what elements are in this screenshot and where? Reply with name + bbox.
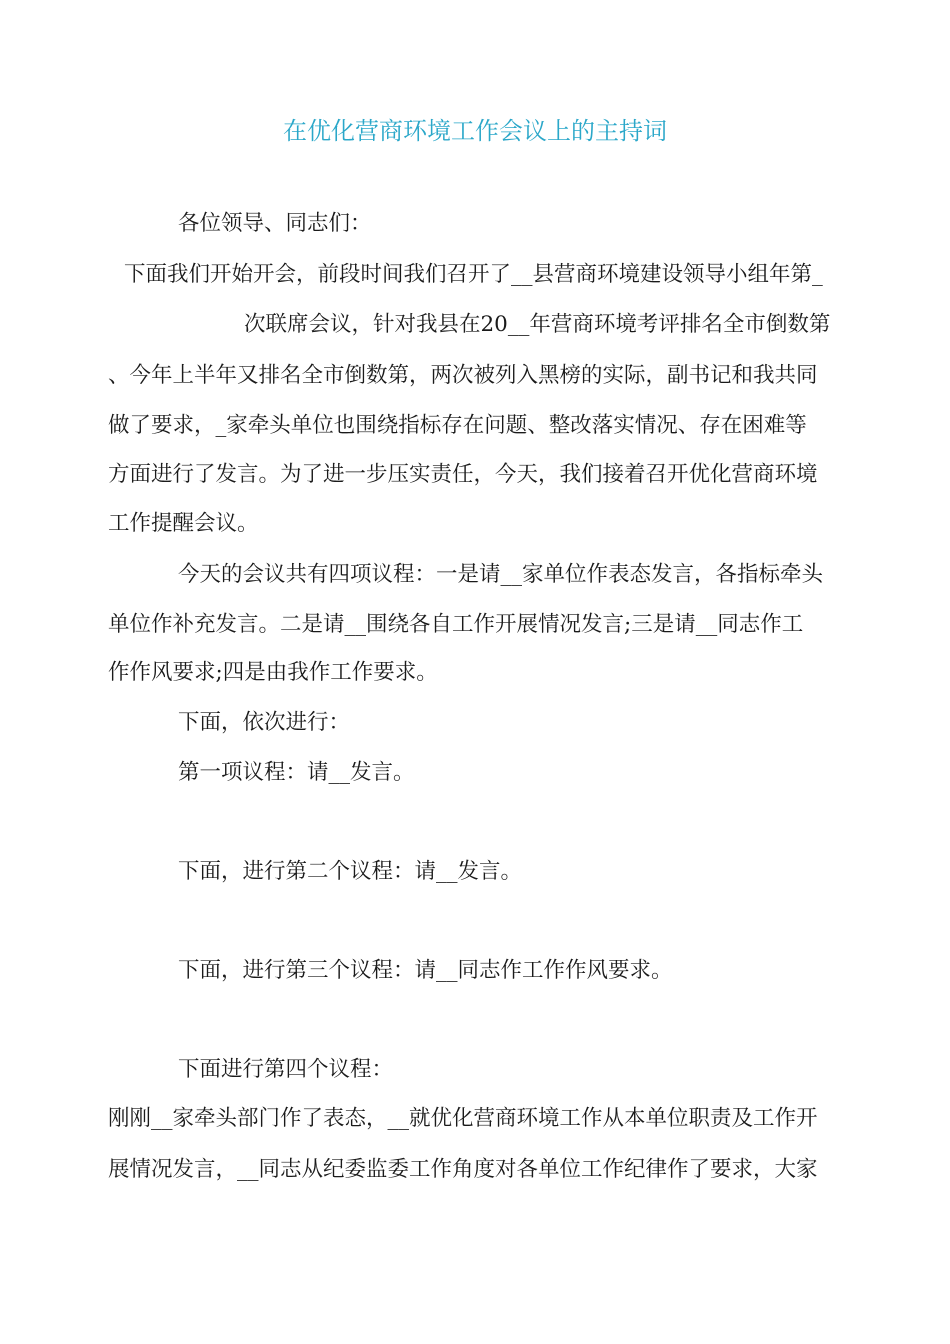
paragraph-line: 下面我们开始开会，前段时间我们召开了__县营商环境建设领导小组年第_ [124, 262, 823, 287]
paragraph-line: 方面进行了发言。为了进一步压实责任，今天，我们接着召开优化营商环境 [108, 462, 818, 487]
agenda-item: 下面，进行第二个议程：请__发言。 [178, 859, 523, 884]
agenda-item: 下面，进行第三个议程：请__同志作工作作风要求。 [178, 958, 673, 983]
paragraph-line: 刚刚__家牵头部门作了表态，__就优化营商环境工作从本单位职责及工作开 [108, 1106, 818, 1131]
paragraph-line: 单位作补充发言。二是请__围绕各自工作开展情况发言;三是请__同志作工 [108, 612, 804, 637]
paragraph-line: 作作风要求;四是由我作工作要求。 [108, 660, 438, 685]
paragraph-line: 展情况发言，__同志从纪委监委工作角度对各单位工作纪律作了要求，大家 [108, 1157, 818, 1182]
document-title: 在优化营商环境工作会议上的主持词 [283, 117, 667, 145]
paragraph-line: 工作提醒会议。 [108, 511, 259, 536]
agenda-item: 第一项议程：请__发言。 [178, 760, 415, 785]
paragraph-line: 次联席会议，针对我县在20__年营商环境考评排名全市倒数第 [244, 312, 831, 337]
paragraph-line: 做了要求，_家牵头单位也围绕指标存在问题、整改落实情况、存在困难等 [108, 413, 807, 438]
paragraph-line: 今天的会议共有四项议程：一是请__家单位作表态发言，各指标牵头 [178, 562, 824, 587]
paragraph-line: 、今年上半年又排名全市倒数第，两次被列入黑榜的实际，副书记和我共同 [108, 363, 818, 388]
greeting: 各位领导、同志们： [178, 211, 372, 236]
paragraph-line: 下面，依次进行： [178, 710, 351, 735]
agenda-item: 下面进行第四个议程： [178, 1057, 394, 1082]
